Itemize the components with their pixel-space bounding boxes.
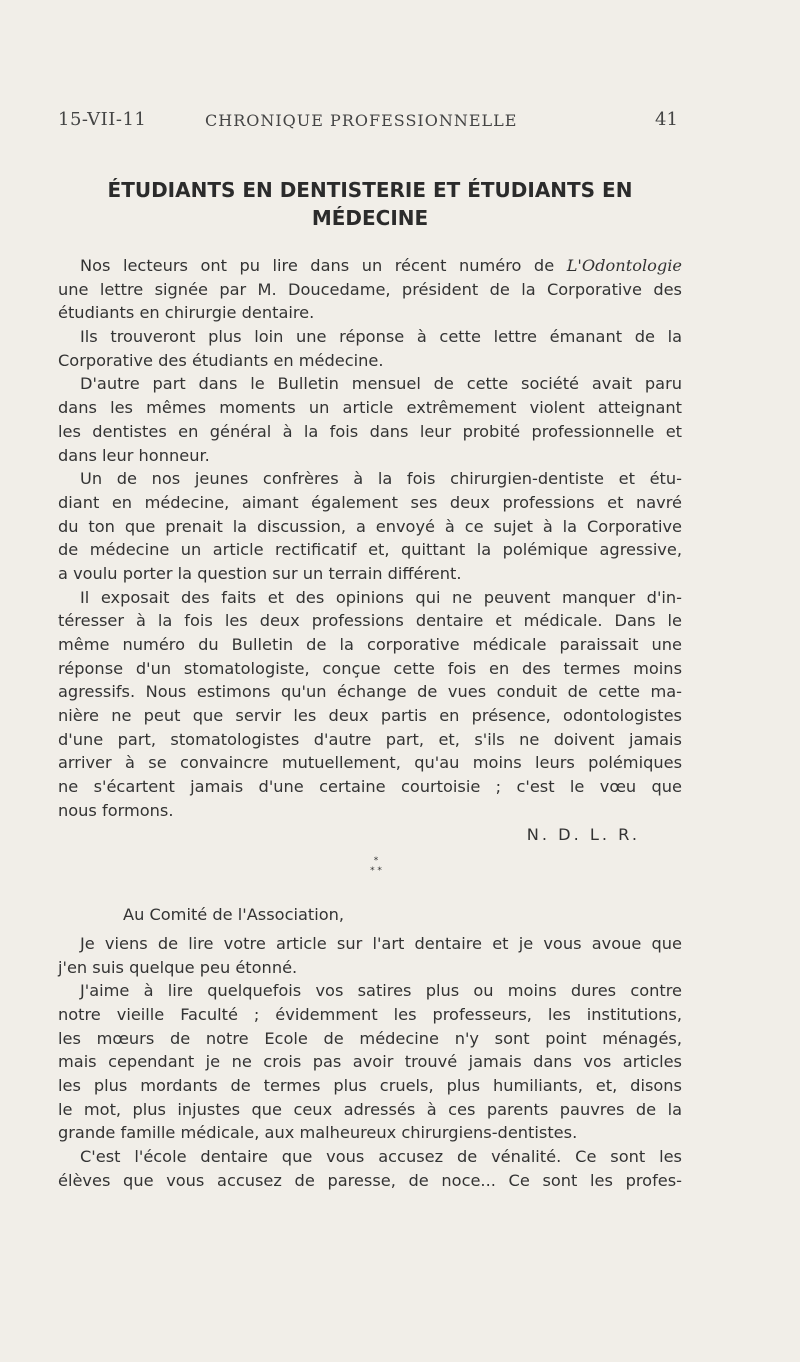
text-line: de médecine un article rectificatif et, quittant la polémique agressive, [58,540,682,560]
text-line: ne s'écartent jamais d'une certaine courtoisie ; c'est le vœu que [58,777,682,797]
separator-stars-bottom: * * [370,866,382,877]
text-line: J'aime à lire quelquefois vos satires plus ou moins dures contre [80,981,682,1001]
text-line: arriver à se convaincre mutuellement, qu'au moins leurs polémiques [58,753,682,773]
article-body [58,254,682,1192]
text-line: notre vieille Faculté ; évidemment les professeurs, les institutions, [58,1004,682,1024]
section-separator [58,846,682,896]
issue-date: 15-VII-11 [58,109,147,130]
text-line: d'une part, stomatologistes d'autre part, et, s'ils ne doivent jamais [58,729,682,749]
text-line: les dentistes en général à la fois dans leur probité professionnelle et [58,421,682,441]
text-line: nous formons. [58,800,174,820]
page-number: 41 [655,109,678,130]
text-line [58,254,682,278]
text-line: du ton que prenait la discussion, a envoyé à ce sujet à la Corporative [58,516,682,536]
text-line: les plus mordants de termes plus cruels, plus humiliants, et, disons [58,1076,682,1095]
separator-star-top: * [373,856,379,867]
text-line: diant en médecine, aimant également ses deux professions et navré [58,492,682,512]
article-title-line-1: ÉTUDIANTS EN DENTISTERIE ET ÉTUDIANTS EN [107,178,633,202]
text-line: a voulu porter la question sur un terrain différent. [58,563,462,583]
text-line: Il exposait des faits et des opinions qui ne peuvent manquer d'in- [80,587,682,607]
text-line: dans leur honneur. [58,445,210,465]
text-line: mais cependant je ne crois pas avoir trouvé jamais dans vos articles [58,1052,682,1072]
text-line: les mœurs de notre Ecole de médecine n'y sont point ménagés, [58,1028,682,1048]
section-title: CHRONIQUE PROFESSIONNELLE [205,111,518,130]
journal-name: L'Odontologie [566,256,682,275]
text-line: agressifs. Nous estimons qu'un échange de vues conduit de cette ma- [58,682,682,702]
text-line: C'est l'école dentaire que vous accusez de vénalité. Ce sont les [80,1147,682,1167]
text-line: dans les mêmes moments un article extrêmement violent atteignant [58,398,682,418]
article-title-line-2: MÉDECINE [311,206,429,230]
text-line: grande famille médicale, aux malheureux chirurgiens-dentistes. [58,1123,578,1143]
letter-salutation: Au Comité de l'Association, [123,905,345,925]
text-line: réponse d'un stomatologiste, conçue cette fois en des termes moins [58,658,682,678]
text-line: Un de nos jeunes confrères à la fois chirurgien-dentiste et étu- [80,469,682,489]
text-line: même numéro du Bulletin de la corporative médicale paraissait une [58,635,682,654]
running-header [0,105,800,135]
text-fragment: Nos lecteurs ont pu lire dans un récent numéro de [80,256,555,275]
text-line: D'autre part dans le Bulletin mensuel de cette société avait paru [80,374,682,394]
text-line: j'en suis quelque peu étonné. [58,957,298,977]
text-line: Je viens de lire votre article sur l'art dentaire et je vous avoue que [80,933,682,953]
text-line: nière ne peut que servir les deux partis en présence, odontologistes [58,706,682,726]
text-line: Ils trouveront plus loin une réponse à cette lettre émanant de la [80,327,682,347]
article-title [58,176,682,232]
text-line: téresser à la fois les deux professions dentaire et médicale. Dans le [58,611,682,631]
text-line: élèves que vous accusez de paresse, de noce... Ce sont les profes- [58,1170,682,1190]
text-line: une lettre signée par M. Doucedame, président de la Corporative des [58,279,682,299]
text-line: Corporative des étudiants en médecine. [58,350,384,370]
text-line: le mot, plus injustes que ceux adressés à ces parents pauvres de la [58,1099,682,1119]
text-line: étudiants en chirurgie dentaire. [58,303,315,323]
editorial-signature: N. D. L. R. [526,824,640,844]
